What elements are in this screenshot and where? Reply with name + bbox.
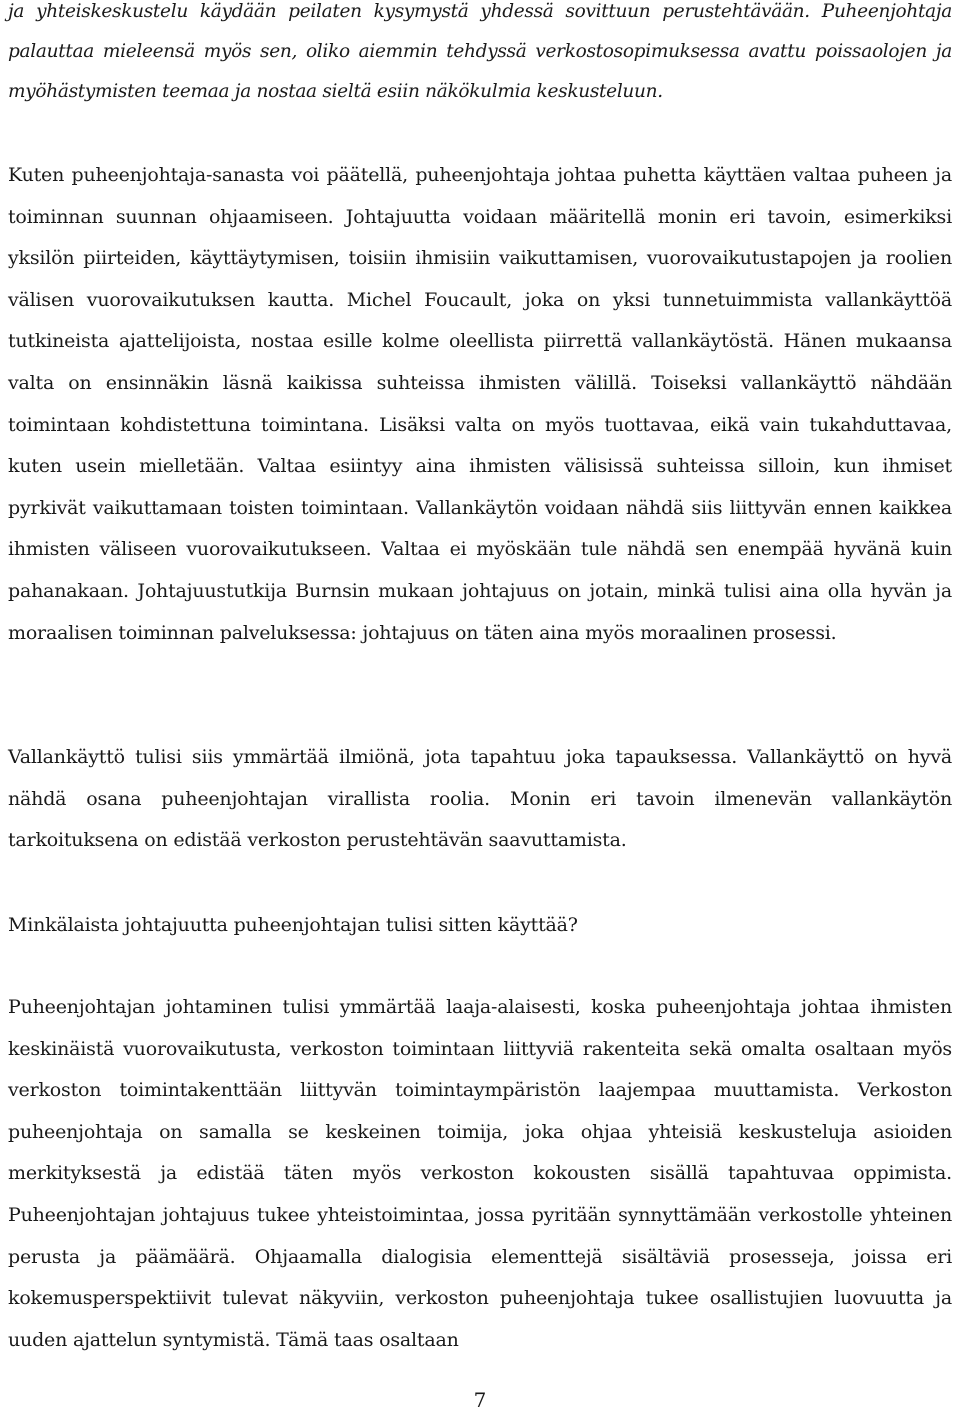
paragraph-question: Minkälaista johtajuutta puheenjohtajan tulisi sitten käyttää? bbox=[8, 914, 578, 936]
page-number: 7 bbox=[473, 1388, 487, 1412]
paragraph-intro: ja yhteiskeskustelu käydään peilaten kysymystä yhdessä sovittuun perustehtävään. Puheenjohtaja palauttaa mieleensä myös sen, oliko aiemmin tehdyssä verkostosopimuksessa avattu poissaolojen ja myöhästymisten teemaa ja nostaa sieltä esiin näkökulmia keskusteluun. bbox=[8, 1, 952, 102]
paragraph-power-and-leadership: Kuten puheenjohtaja-sanasta voi päätellä, puheenjohtaja johtaa puhetta käyttäen valtaa puheen ja toiminnan suunnan ohjaamiseen. Johtajuutta voidaan määritellä monin eri tavoin, esimerkiksi yksilön piirteiden, käyttäytymisen, toisiin ihmisiin vaikuttamisen, vuorovaikutustapojen ja roolien välisen vuorovaikutuksen kautta. Michel Foucault, joka on yksi tunnetuimmista vallankäyttöä tutkineista ajattelijoista, nostaa esille kolme oleellista piirrettä vallankäytöstä. Hänen mukaansa valta on ensinnäkin läsnä kaikissa suhteissa ihmisten välillä. Toiseksi vallankäyttö nähdään toimintaan kohdistettuna toimintana. Lisäksi valta on myös tuottavaa, eikä vain tukahduttavaa, kuten usein mielletään. Valtaa esiintyy aina ihmisten välisissä suhteissa silloin, kun ihmiset pyrkivät vaikuttamaan toisten toimintaan. Vallankäytön voidaan nähdä siis liittyvän ennen kaikkea ihmisten väliseen vuorovaikutukseen. Valtaa ei myöskään tule nähdä sen enempää hyvänä kuin pahanakaan. Johtajuustutkija Burnsin mukaan johtajuus on jotain, minkä tulisi aina olla hyvän ja moraalisen toiminnan palveluksessa: johtajuus on täten aina myös moraalinen prosessi. bbox=[8, 164, 952, 644]
paragraph-power-use: Vallankäyttö tulisi siis ymmärtää ilmiönä, jota tapahtuu joka tapauksessa. Vallankäyttö on hyvä nähdä osana puheenjohtajan virallista roolia. Monin eri tavoin ilmenevän vallankäytön tarkoituksena on edistää verkoston perustehtävän saavuttamista. bbox=[8, 746, 952, 852]
paragraph-chair-leadership: Puheenjohtajan johtaminen tulisi ymmärtää laaja-alaisesti, koska puheenjohtaja johtaa ihmisten keskinäistä vuorovaikutusta, verkoston toimintaan liittyviä rakenteita sekä omalta osaltaan myös verkoston toimintakenttään liittyvän toimintaympäristön laajempaa muuttamista. Verkoston puheenjohtaja on samalla se keskeinen toimija, joka ohjaa yhteisiä keskusteluja asioiden merkityksestä ja edistää täten myös verkoston kokousten sisällä tapahtuvaa oppimista. Puheenjohtajan johtajuus tukee yhteistoimintaa, jossa pyritään synnyttämään verkostolle yhteinen perusta ja päämäärä. Ohjaamalla dialogisia elementtejä sisältäviä prosesseja, joissa eri kokemusperspektiivit tulevat näkyviin, verkoston puheenjohtaja tukee osallistujien luovuutta ja uuden ajattelun syntymistä. Tämä taas osaltaan bbox=[8, 996, 952, 1351]
